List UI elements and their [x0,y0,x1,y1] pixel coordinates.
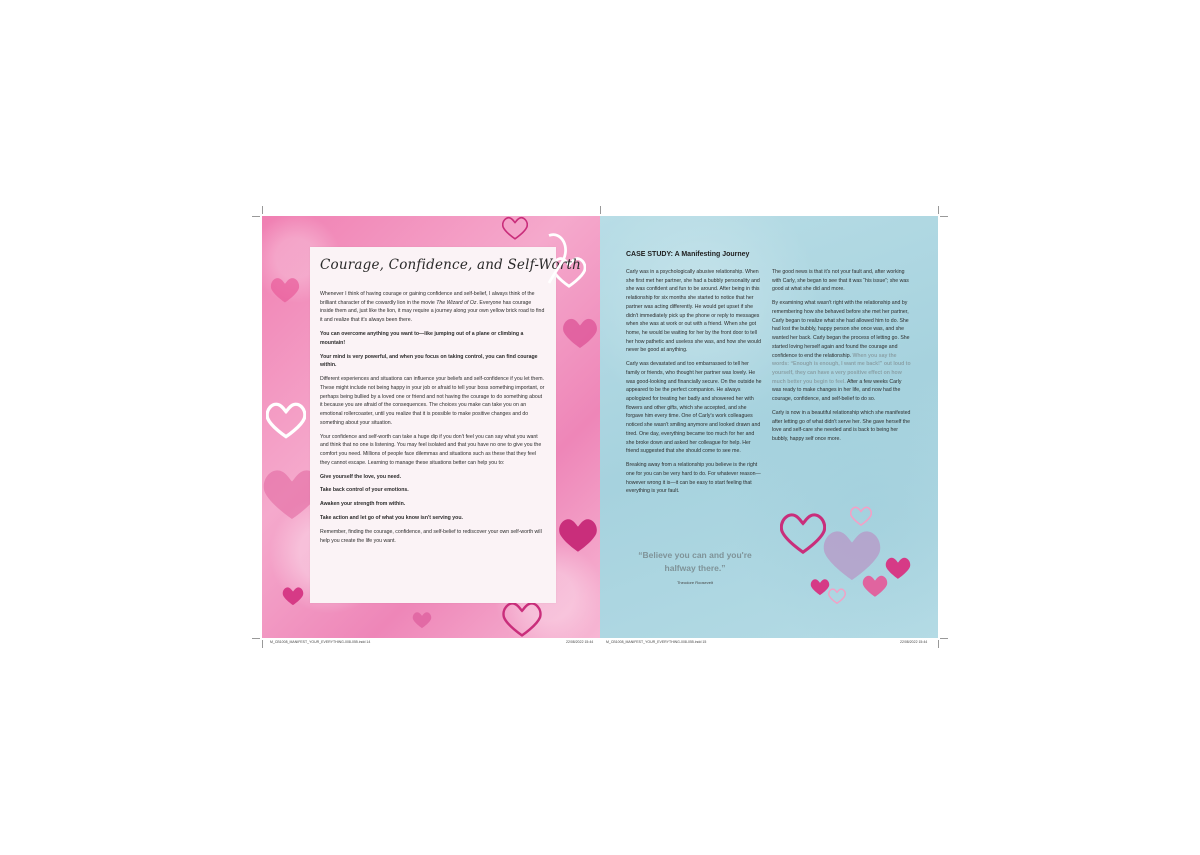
heart-icon [862,574,888,598]
slug-date: 22/08/2022 15:44 [900,640,928,644]
article-title: Courage, Confidence, and Self-Worth [320,257,582,273]
heart-icon [282,586,304,606]
column-left [626,268,762,501]
intro-text: Whenever I think of having courage or gaining confidence and self-belief, I always think of the brilliant character of the cowardly lion in the movie [320,291,535,306]
heart-icon [562,316,598,350]
intro-paragraph [320,290,546,325]
paragraph-text: By examining what wasn't right with the relationship and by remembering how she behaved before she met her partner, Carly began to realize what she had allowed him to do. She had lost the bubbly, happy person she once was, and she wanted her back. Carly began the process of letting go. She started loving herself again and found the courage and confidence to end the relationship. [772,300,910,359]
body-paragraph: Carly was devastated and too embarrassed to tell her family or friends, who thought her partner was lovely. He was good-looking and financially secure. On the outside he appeared to be the perfect companion. He always apologized for treating her badly and showered her with flowers and other gifts, which she accepted, and she forgave him every time. One of Carly's work colleagues noticed she wasn't smiling anymore and looked drawn and tired. One day, everything became too much for her and she broke down and asked her colleague for help. Her friend suggested that she should come to see me. [626,361,762,455]
crop-mark [262,640,263,648]
crop-mark [600,206,601,214]
article-card [310,247,582,603]
right-page [600,216,938,638]
heart-icon [885,556,911,580]
heart-icon [810,578,830,596]
body-paragraph [772,299,912,403]
heart-icon [850,506,872,526]
left-page [262,216,600,638]
heart-icon [266,401,306,439]
heart-icon [270,276,300,304]
bold-statement: Your mind is very powerful, and when you focus on taking control, you can find courage within. [320,353,538,369]
article-body [320,290,546,551]
book-spread [262,216,938,638]
list-item: Give yourself the love, you need. [320,473,402,480]
bold-statement: You can overcome anything you want to—like jumping out of a plane or climbing a mountain! [320,331,524,346]
body-paragraph: Your confidence and self-worth can take a huge dip if you don't feel you can say what you want and think that no one is listening. You may feel isolated and that you have no one to give you the comfort you need. Millions of people face dilemmas and situations such as these that they feel they cannot escape. Learning to manage these situations better can help you to: [320,433,542,466]
body-paragraph: Carly is now in a beautiful relationship which she manifested after letting go of what didn't serve her. She gave herself the love and self-care she needed and is back to being her bubbly, happy self once more. [772,409,911,443]
body-paragraph: Different experiences and situations can influence your beliefs and self-confidence if you let them. These might include not being happy in your job or afraid to tell your boss something important, or perhaps being bullied by a loved one or friend and not having the courage to do something about it because you are afraid of the consequences. The choices you make can take you on an emotional rollercoaster, until you realize that it is possible to make positive changes and do something about your situation. [320,376,545,426]
crop-mark [252,216,260,217]
crop-mark [940,216,948,217]
paragraph-text-end: After a few weeks Carly was ready to make changes in her life, and now had the courage, confidence, and self-belief to do so. [772,378,902,403]
crop-mark [252,638,260,639]
heart-icon [412,611,432,629]
slug-line: M_CB1008_MANIFEST_YOUR_EVERYTHING-008-055.indd 14 [270,640,371,644]
closing-paragraph: Remember, finding the courage, confidence, and self-belief to rediscover your own self-worth will help you create the life you want. [320,529,542,544]
list-item: Take action and let go of what you know isn't serving you. [320,515,463,522]
body-paragraph: The good news is that it's not your fault and, after working with Carly, she began to see that it was “his issue”; she was good at what she did and more. [772,269,909,293]
crop-mark [938,206,939,214]
crop-mark [262,206,263,214]
intro-text-end: . Everyone has courage inside them and, just like the lion, it may require a journey along your own yellow brick road to find it and realize that it's always been there. [320,299,545,324]
case-study-heading: CASE STUDY: A Manifesting Journey [626,251,750,258]
column-right [772,268,912,449]
list-item: Take back control of your emotions. [320,487,409,494]
body-paragraph: Breaking away from a relationship you believe is the right one for you can be very hard to do. For whatever reason—however wrong it is—it can be easy to start feeling that everything is your fault. [626,462,761,495]
crop-mark [940,638,948,639]
list-item: Awaken your strength from within. [320,501,406,508]
slug-date: 22/08/2022 15:44 [566,640,594,644]
heart-icon [502,216,528,240]
crop-mark [938,640,939,648]
slug-line: M_CB1008_MANIFEST_YOUR_EVERYTHING-008-055.indd 15 [606,640,707,644]
heart-icon [544,228,574,288]
heart-icon [828,588,846,604]
heart-icon [502,601,542,637]
heart-icon [558,516,598,554]
body-paragraph: Carly was in a psychologically abusive relationship. When she first met her partner, she had a bubbly personality and she was confident and fun to be around. After being in this relationship for six months she started to notice that her partner was acting differently. He would get upset if she didn't immediately pick up the phone or reply to messages when she was at work or out with a friend. When she got home, he would be waiting for her by the front door to tell her how pathetic and useless she was, and how she would never be good at anything. [626,269,761,354]
heart-icon [780,511,826,555]
highlighted-text: When you say the words: “Enough is enough, I want me back!” out loud to yourself, they can have a very positive effect on how much better you begin to feel. [772,352,911,385]
pull-quote: “Believe you can and you're halfway there.” [638,550,752,573]
quote-author: Theodore Roosevelt [676,580,714,585]
movie-title: The Wizard of Oz [436,299,477,306]
